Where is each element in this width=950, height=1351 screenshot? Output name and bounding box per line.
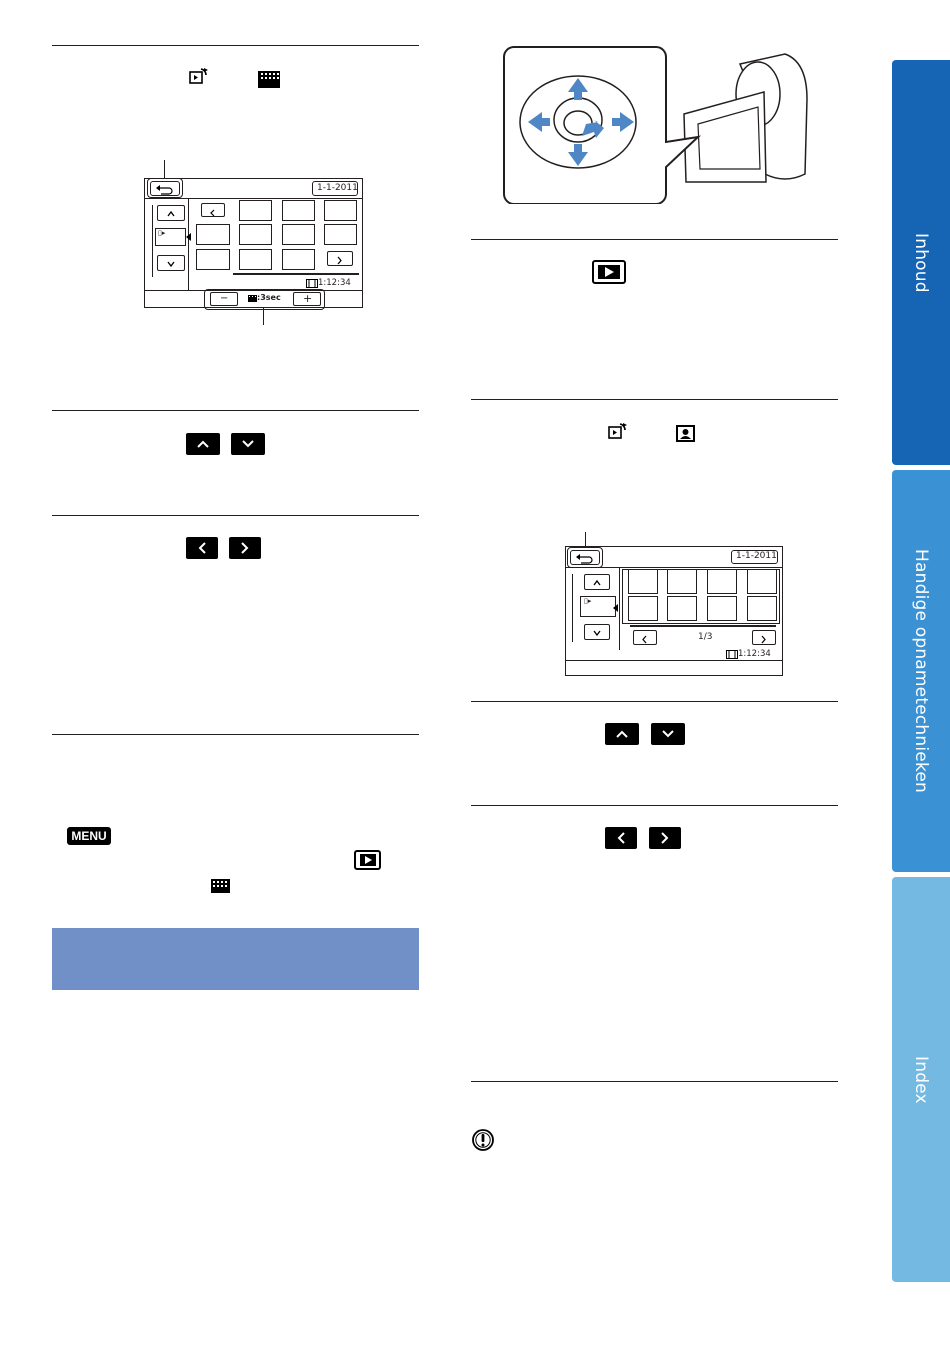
thumbnail[interactable]: [667, 596, 697, 621]
thumbnail[interactable]: [707, 596, 737, 621]
next-page-button[interactable]: [752, 630, 776, 645]
section-rule: [52, 45, 419, 46]
film-strip-icon: [257, 70, 283, 90]
thumbnail[interactable]: [282, 200, 315, 221]
plus-label: +: [303, 292, 313, 305]
next-button-icon: [229, 537, 261, 559]
thumbnail[interactable]: [239, 249, 272, 270]
scroll-down-button[interactable]: [157, 255, 185, 271]
caution-icon: [471, 1128, 495, 1152]
callout-leader: [164, 160, 165, 180]
interval-text: :3sec: [257, 293, 281, 302]
thumbnail[interactable]: [747, 569, 777, 594]
thumbnail[interactable]: [628, 569, 658, 594]
pointer-icon: [186, 233, 192, 241]
chevron-left-icon: [197, 541, 207, 555]
thumbnail[interactable]: [239, 224, 272, 245]
date-text: 1-1-2011: [736, 551, 777, 561]
section-rule: [52, 734, 419, 735]
chevron-right-icon: [753, 633, 775, 646]
chevron-left-icon: [634, 633, 656, 646]
scroll-up-button-icon: [186, 433, 220, 455]
section-rule: [52, 410, 419, 411]
photo-index-screen-diagram: [565, 546, 783, 676]
minus-label: −: [220, 293, 229, 304]
chevron-left-icon: [202, 207, 224, 219]
previous-button-icon: [186, 537, 218, 559]
chevron-down-icon: [661, 729, 675, 739]
next-button-icon: [649, 827, 681, 849]
chevron-up-icon: [158, 207, 184, 221]
return-callout: [147, 178, 183, 198]
chevron-right-icon: [328, 254, 352, 267]
thumbnail[interactable]: [196, 224, 230, 245]
thumbnail[interactable]: [628, 596, 658, 621]
tab-inhoud[interactable]: [892, 60, 950, 465]
chevron-up-icon: [615, 729, 629, 739]
thumbnail[interactable]: [747, 596, 777, 621]
play-icon: [598, 265, 620, 279]
scroll-up-button[interactable]: [157, 205, 185, 221]
counter-text: 1:12:34: [738, 649, 771, 659]
counter-text: 1:12:34: [318, 278, 351, 288]
scroll-down-button[interactable]: [584, 624, 610, 640]
photo-icon: [675, 424, 697, 444]
chevron-up-icon: [585, 576, 609, 590]
scroll-down-button-icon: [651, 723, 685, 745]
thumbnail[interactable]: [196, 249, 230, 270]
scroll-up-button[interactable]: [584, 574, 610, 590]
previous-button-icon: [605, 827, 637, 849]
playback-button-icon: [354, 850, 381, 870]
thumbnail[interactable]: [324, 224, 357, 245]
section-rule: [471, 805, 838, 806]
chevron-down-icon: [158, 257, 184, 271]
tab-index[interactable]: [892, 877, 950, 1282]
previous-page-button[interactable]: [201, 203, 225, 217]
playback-button-icon: [592, 260, 626, 284]
chevron-right-icon: [660, 831, 670, 845]
section-rule: [471, 1081, 838, 1082]
thumbnail[interactable]: [282, 249, 315, 270]
thumbnail[interactable]: [707, 569, 737, 594]
movie-indicator: ▯▸: [158, 229, 166, 237]
callout-leader: [263, 308, 264, 325]
section-rule: [471, 399, 838, 400]
chevron-right-icon: [240, 541, 250, 555]
tab-inhoud-label: Inhoud: [911, 232, 931, 293]
section-rule: [52, 515, 419, 516]
page-indicator: 1/3: [698, 632, 713, 642]
index-screen-diagram: [144, 178, 363, 308]
section-banner: [52, 928, 419, 990]
film-counter-icon: [306, 279, 318, 288]
minus-button[interactable]: [210, 292, 238, 306]
photo-selector[interactable]: [580, 596, 616, 617]
pointer-icon: [613, 604, 619, 612]
next-page-button[interactable]: [327, 251, 353, 266]
menu-button-icon: [67, 827, 111, 845]
date-label: [312, 181, 358, 196]
tab-handige-opnametechnieken[interactable]: [892, 470, 950, 872]
previous-page-button[interactable]: [633, 630, 657, 645]
movie-selector[interactable]: [155, 228, 186, 246]
tab-handige-label: Handige opnametechnieken: [911, 548, 931, 794]
chevron-up-icon: [196, 439, 210, 449]
camera-control-illustration: [500, 44, 812, 204]
thumbnail[interactable]: [667, 569, 697, 594]
section-rule: [471, 239, 838, 240]
menu-label: MENU: [71, 829, 107, 843]
photo-indicator: ▯▸: [584, 597, 592, 605]
playback-mode-icon: [606, 421, 628, 443]
return-callout: [567, 547, 603, 568]
section-rule: [471, 701, 838, 702]
chevron-left-icon: [616, 831, 626, 845]
tab-index-label: Index: [911, 1055, 931, 1104]
film-strip-icon: [210, 878, 232, 894]
chevron-down-icon: [585, 626, 609, 640]
scroll-up-button-icon: [605, 723, 639, 745]
film-counter-icon: [726, 650, 738, 659]
chevron-down-icon: [241, 439, 255, 449]
date-label: [731, 550, 778, 564]
thumbnail[interactable]: [239, 200, 272, 221]
plus-button[interactable]: [293, 292, 321, 306]
date-text: 1-1-2011: [317, 183, 358, 193]
scroll-down-button-icon: [231, 433, 265, 455]
thumbnail[interactable]: [282, 224, 315, 245]
play-icon: [360, 854, 376, 866]
thumbnail[interactable]: [324, 200, 357, 221]
playback-mode-icon: [187, 66, 209, 88]
